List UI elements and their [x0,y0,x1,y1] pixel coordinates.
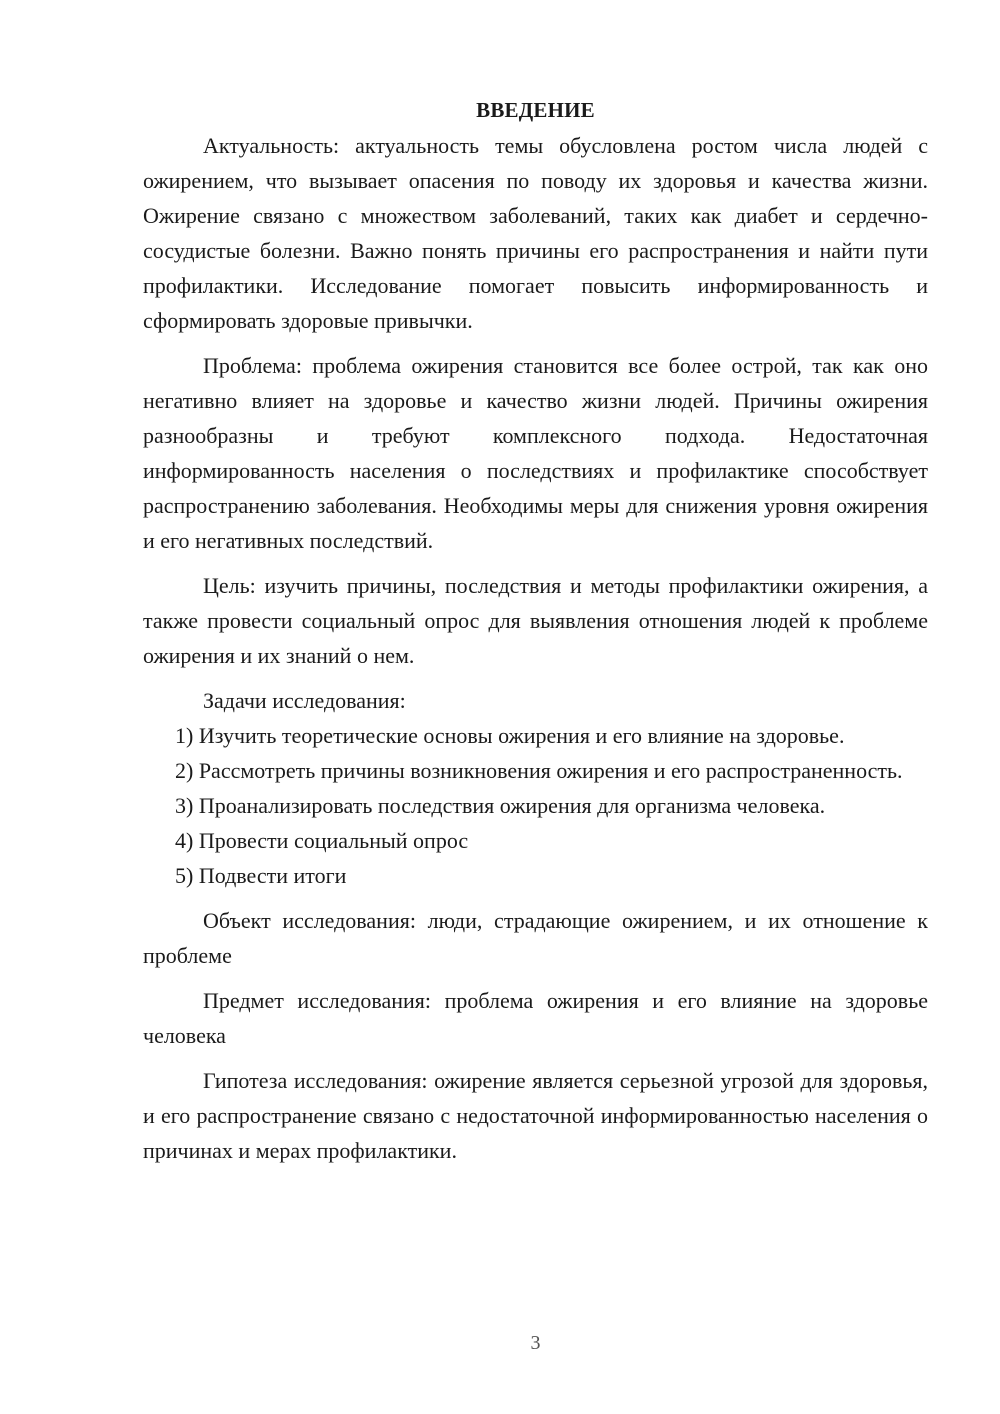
paragraph-problem: Проблема: проблема ожирения становится все более острой, так как оно негативно влияет на здоровье и качество жизни людей. Причины ожирения разнообразны и требуют комплексного подхода. Недостаточная информированность населения о последствиях и профилактике способствует распространению заболевания. Необходимы меры для снижения уровня ожирения и его негативных последствий. [143,353,928,553]
paragraph-hypothesis: Гипотеза исследования: ожирение является серьезной угрозой для здоровья, и его распространение связано с недостаточной информированностью населения о причинах и мерах профилактики. [143,1068,928,1163]
task-item-2: 2) Рассмотреть причины возникновения ожирения и его распространенность. [175,758,903,783]
section-title: ВВЕДЕНИЕ [476,98,595,122]
paragraph-subject: Предмет исследования: проблема ожирения и его влияние на здоровье человека [143,988,928,1048]
task-item-1: 1) Изучить теоретические основы ожирения и его влияние на здоровье. [175,723,845,748]
paragraph-tasks-heading: Задачи исследования: [203,688,406,713]
task-item-3: 3) Проанализировать последствия ожирения для организма человека. [175,793,826,818]
document-page [143,93,928,1168]
task-item-4: 4) Провести социальный опрос [175,828,469,853]
paragraph-goal: Цель: изучить причины, последствия и методы профилактики ожирения, а также провести социальный опрос для выявления отношения людей к проблеме ожирения и их знаний о нем. [143,573,928,668]
task-item-5: 5) Подвести итоги [175,863,347,888]
paragraph-object: Объект исследования: люди, страдающие ожирением, и их отношение к проблеме [143,908,928,968]
page-number: 3 [530,1332,541,1354]
paragraph-relevance: Актуальность: актуальность темы обусловлена ростом числа людей с ожирением, что вызывает опасения по поводу их здоровья и качества жизни. Ожирение связано с множеством заболеваний, таких как диабет и сердечно-сосудистые болезни. Важно понять причины его распространения и найти пути профилактики. Исследование помогает повысить информированность и сформировать здоровые привычки. [143,133,928,333]
